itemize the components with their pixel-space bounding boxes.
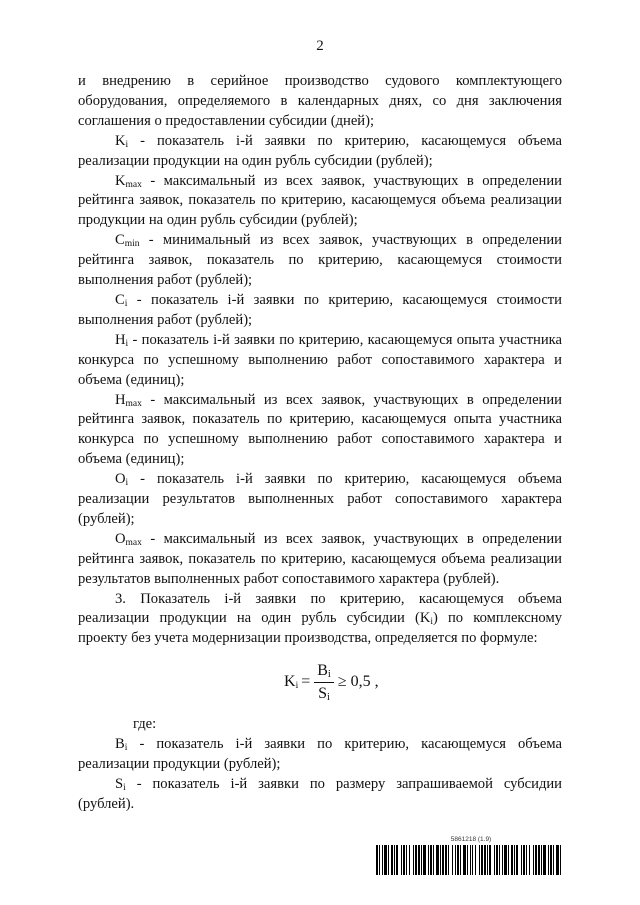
definition-o-max: $O_{max}$ - максимальный из всех заявок, участвующих в определении рейтинга заявок, показатель по критерию, касающемуся объема реализации результатов выполненных работ сопоставимого характера (рублей).	[78, 530, 562, 587]
barcode-image	[376, 845, 566, 875]
barcode-bar	[561, 845, 562, 875]
barcode-code: 5861218 (1.9)	[450, 836, 492, 843]
formula-rhs: ≥ 0,5 ,	[337, 673, 379, 691]
definition-k-i: $K_i$ - показатель i-й заявки по критерию, касающемуся объема реализации продукции на один рубль субсидии (рублей);	[78, 132, 562, 169]
formula-denominator: $S_i$	[318, 684, 330, 703]
document-body	[78, 72, 562, 815]
formula-equals: =	[301, 673, 311, 691]
formula	[78, 649, 562, 715]
definition-c-min: $C_{min}$ - минимальный из всех заявок, участвующих в определении рейтинга заявок, показатель по критерию, касающемуся стоимости выполнения работ (рублей);	[78, 232, 562, 289]
paragraph-continuation: и внедрению в серийное производство судового комплектующего оборудования, определяемого в календарных днях, со дня заключения соглашения о предоставлении субсидии (дней);	[78, 73, 562, 129]
definition-h-i: $H_i$ - показатель i-й заявки по критерию, касающемуся опыта участника конкурса по успешному выполнению работ сопоставимого характера и объема (единиц);	[78, 331, 562, 388]
formula-numerator: $B_i$	[314, 661, 334, 683]
definition-b-i: $B_i$ - показатель i-й заявки по критерию, касающемуся объема реализации продукции (рублей);	[78, 736, 562, 773]
where-label: где:	[133, 716, 157, 733]
document-barcode	[376, 836, 566, 875]
formula-lhs: $K_i$	[284, 673, 299, 692]
definition-h-max: $H_{max}$ - максимальный из всех заявок, участвующих в определении рейтинга заявок, показатель по критерию, касающемуся опыта участника конкурса по успешному выполнению работ сопоставимого характера и объема (единиц);	[78, 391, 562, 468]
definition-k-max: $K_{max}$ - максимальный из всех заявок, участвующих в определении рейтинга заявок, показатель по критерию, касающемуся объема реализации продукции на один рубль субсидии (рублей);	[78, 172, 562, 229]
page-number: 2	[316, 38, 324, 54]
definition-s-i: $S_i$ - показатель i-й заявки по размеру запрашиваемой субсидии (рублей).	[78, 776, 562, 812]
definition-o-i: $O_i$ - показатель i-й заявки по критерию, касающемуся объема реализации результатов выполненных работ сопоставимого характера (рублей);	[78, 471, 562, 527]
formula-fraction	[314, 661, 334, 704]
definition-c-i: $C_i$ - показатель i-й заявки по критерию, касающемуся стоимости выполнения работ (рублей);	[78, 291, 562, 328]
section-3-paragraph: 3. Показатель i-й заявки по критерию, касающемуся объема реализации продукции на один рубль субсидии $(K_i)$ по комплексному проекту без учета модернизации производства, определяется по формуле:	[78, 590, 562, 647]
